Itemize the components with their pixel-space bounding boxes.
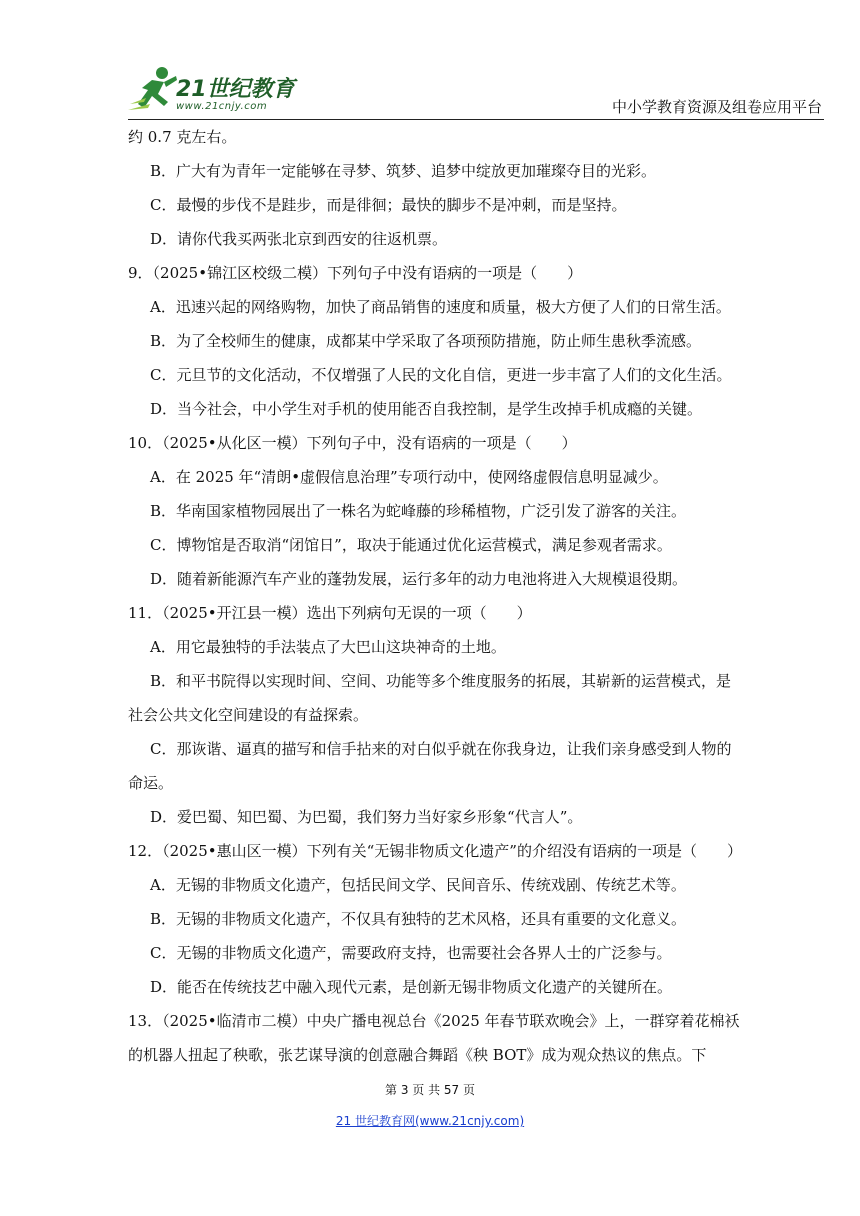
option-line: B．无锡的非物质文化遗产，不仅具有独特的艺术风格，还具有重要的文化意义。 (150, 910, 687, 928)
logo-wordmark: 21世纪教育 (176, 77, 295, 102)
option-line: A．在 2025 年“清朗•虚假信息治理”专项行动中，使网络虚假信息明显减少。 (150, 468, 668, 486)
site-logo[interactable] (128, 64, 303, 116)
option-line: D．随着新能源汽车产业的蓬勃发展，运行多年的动力电池将进入大规模退役期。 (150, 570, 688, 588)
question-stem: 10．（2025•从化区一模）下列句子中，没有语病的一项是（ ） (128, 434, 577, 452)
page-header (0, 0, 860, 120)
text-line: 约 0.7 克左右。 (128, 128, 237, 146)
option-line: B．广大有为青年一定能够在寻梦、筑梦、追梦中绽放更加璀璨夺目的光彩。 (150, 162, 657, 180)
option-line: D．请你代我买两张北京到西安的往返机票。 (150, 230, 448, 248)
logo-url: www.21cnjy.com (176, 101, 268, 112)
option-line: A．迅速兴起的网络购物，加快了商品销售的速度和质量，极大方便了人们的日常生活。 (150, 298, 731, 316)
platform-title: 中小学教育资源及组卷应用平台 (611, 98, 822, 116)
option-line: C．那诙谐、逼真的描写和信手拈来的对白似乎就在你我身边，让我们亲身感受到人物的 (150, 740, 732, 758)
runner-icon (128, 64, 180, 116)
question-stem-continued: 的机器人扭起了秧歌，张艺谋导演的创意融合舞蹈《秧 BOT》成为观众热议的焦点。下 (128, 1046, 707, 1064)
question-stem: 12．（2025•惠山区一模）下列有关“无锡非物质文化遗产”的介绍没有语病的一项是（ ） (128, 842, 742, 860)
option-line-continued: 社会公共文化空间建设的有益探索。 (128, 706, 369, 724)
option-line: B．华南国家植物园展出了一株名为蛇峰藤的珍稀植物，广泛引发了游客的关注。 (150, 502, 687, 520)
header-divider (128, 119, 824, 120)
option-line: A．无锡的非物质文化遗产，包括民间文学、民间音乐、传统戏剧、传统艺术等。 (150, 876, 686, 894)
option-line: D．爱巴蜀、知巴蜀、为巴蜀，我们努力当好家乡形象“代言人”。 (150, 808, 583, 826)
site-link[interactable]: 21 世纪教育网(www.21cnjy.com) (335, 1114, 525, 1128)
question-stem: 13．（2025•临清市二模）中央广播电视总台《2025 年春节联欢晚会》上，一群穿着花棉袄 (128, 1012, 740, 1030)
option-line: D．当今社会，中小学生对手机的使用能否自我控制，是学生改掉手机成瘾的关键。 (150, 400, 703, 418)
option-line: D．能否在传统技艺中融入现代元素，是创新无锡非物质文化遗产的关键所在。 (150, 978, 673, 996)
option-line: C．最慢的步伐不是跬步，而是徘徊；最快的脚步不是冲刺，而是坚持。 (150, 196, 627, 214)
question-stem: 11．（2025•开江县一模）选出下列病句无误的一项（ ） (128, 604, 532, 622)
question-stem: 9．（2025•锦江区校级二模）下列句子中没有语病的一项是（ ） (128, 264, 583, 282)
option-line: B．为了全校师生的健康，成都某中学采取了各项预防措施，防止师生患秋季流感。 (150, 332, 702, 350)
option-line: C．元旦节的文化活动，不仅增强了人民的文化自信，更进一步丰富了人们的文化生活。 (150, 366, 732, 384)
option-line: A．用它最独特的手法装点了大巴山这块神奇的土地。 (150, 638, 506, 656)
page-number: 第 3 页 共 57 页 (385, 1083, 475, 1097)
option-line: C．无锡的非物质文化遗产，需要政府支持，也需要社会各界人士的广泛参与。 (150, 944, 672, 962)
option-line: B．和平书院得以实现时间、空间、功能等多个维度服务的拓展，其崭新的运营模式，是 (150, 672, 732, 690)
option-line: C．博物馆是否取消“闭馆日”，取决于能通过优化运营模式，满足参观者需求。 (150, 536, 672, 554)
option-line-continued: 命运。 (128, 774, 174, 792)
